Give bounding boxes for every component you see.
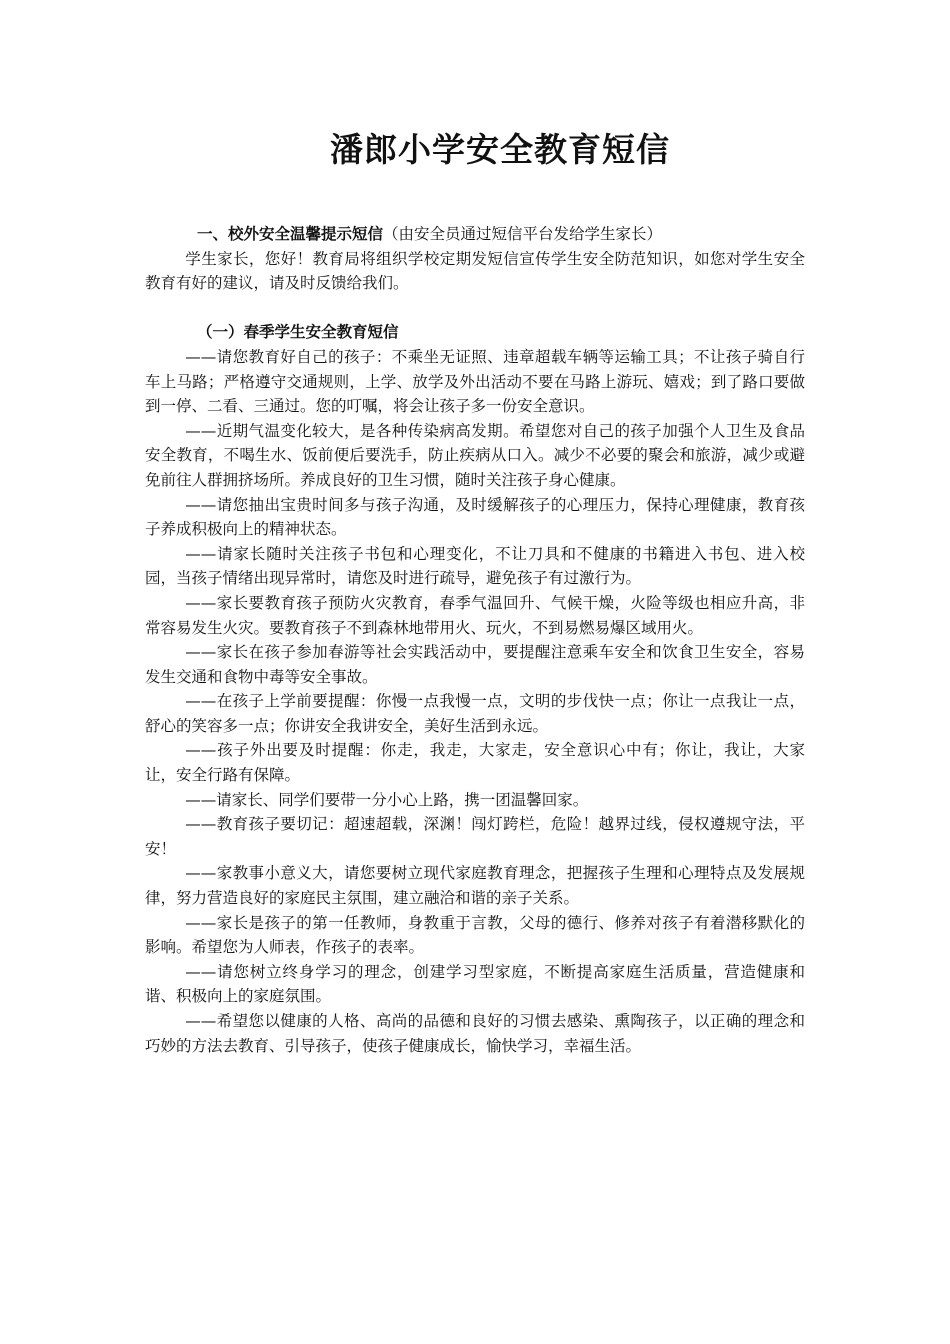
message-paragraph: ——请您树立终身学习的理念，创建学习型家庭，不断提高家庭生活质量，营造健康和谐、积极向上的家庭氛围。 [145, 962, 805, 1006]
section-heading [145, 222, 805, 247]
message-paragraph: ——家长是孩子的第一任教师，身教重于言教，父母的德行、修养对孩子有着潜移默化的影响。希望您为人师表，作孩子的表率。 [145, 913, 805, 957]
message-paragraph: ——家长在孩子参加春游等社会实践活动中，要提醒注意乘车安全和饮食卫生安全，容易发生交通和食物中毒等安全事故。 [145, 643, 805, 686]
message-paragraph: ——孩子外出要及时提醒：你走，我走，大家走，安全意识心中有；你让，我让，大家让，安全行路有保障。 [145, 741, 805, 785]
document-title: 潘郎小学安全教育短信 [330, 130, 670, 169]
message-paragraph: ——家教事小意义大，请您要树立现代家庭教育理念，把握孩子生理和心理特点及发展规律，努力营造良好的家庭民主氛围，建立融洽和谐的亲子关系。 [145, 864, 805, 908]
message-paragraph: ——请您教育好自己的孩子：不乘坐无证照、违章超载车辆等运输工具；不让孩子骑自行车上马路；严格遵守交通规则，上学、放学及外出活动不要在马路上游玩、嬉戏；到了路口要做到一停、二看、三通过。您的叮嘱，将会让孩子多一份安全意识。 [145, 347, 805, 416]
subsection-heading: （一）春季学生安全教育短信 [197, 322, 399, 342]
message-paragraph: ——希望您以健康的人格、高尚的品德和良好的习惯去感染、熏陶孩子，以正确的理念和巧妙的方法去教育、引导孩子，使孩子健康成长，愉快学习，幸福生活。 [145, 1012, 805, 1055]
message-paragraph: ——请家长、同学们要带一分小心上路，携一团温馨回家。 [185, 790, 589, 809]
message-paragraph: ——请您抽出宝贵时间多与孩子沟通，及时缓解孩子的心理压力，保持心理健康，教育孩子养成积极向上的精神状态。 [145, 495, 805, 539]
message-paragraph: ——请家长随时关注孩子书包和心理变化，不让刀具和不健康的书籍进入书包、进入校园，当孩子情绪出现异常时，请您及时进行疏导，避免孩子有过激行为。 [145, 544, 805, 588]
message-paragraph: ——近期气温变化较大，是各种传染病高发期。希望您对自己的孩子加强个人卫生及食品安全教育，不喝生水、饭前便后要洗手，防止疾病从口入。减少不必要的聚会和旅游，减少或避免前往人群拥挤场所。养成良好的卫生习惯，随时关注孩子身心健康。 [145, 421, 805, 489]
section-heading-text: 一、校外安全温馨提示短信 [197, 224, 384, 243]
document-body [145, 222, 805, 1058]
message-paragraph: ——家长要教育孩子预防火灾教育，春季气温回升、气候干燥，火险等级也相应升高，非常容易发生火灾。要教育孩子不到森林地带用火、玩火，不到易燃易爆区域用火。 [145, 593, 805, 637]
section-spacer [145, 296, 805, 321]
section-heading-note: （由安全员通过短信平台发给学生家长） [383, 225, 663, 243]
intro-paragraph: 学生家长，您好！教育局将组织学校定期发短信宣传学生安全防范知识，如您对学生安全教育有好的建议，请及时反馈给我们。 [145, 249, 805, 293]
message-paragraph: ——教育孩子要切记：超速超载，深渊！闯灯跨栏，危险！越界过线，侵权遵规守法，平安！ [145, 815, 805, 858]
message-paragraph: ——在孩子上学前要提醒：你慢一点我慢一点，文明的步伐快一点；你让一点我让一点，舒心的笑容多一点；你讲安全我讲安全，美好生活到永远。 [145, 692, 805, 735]
